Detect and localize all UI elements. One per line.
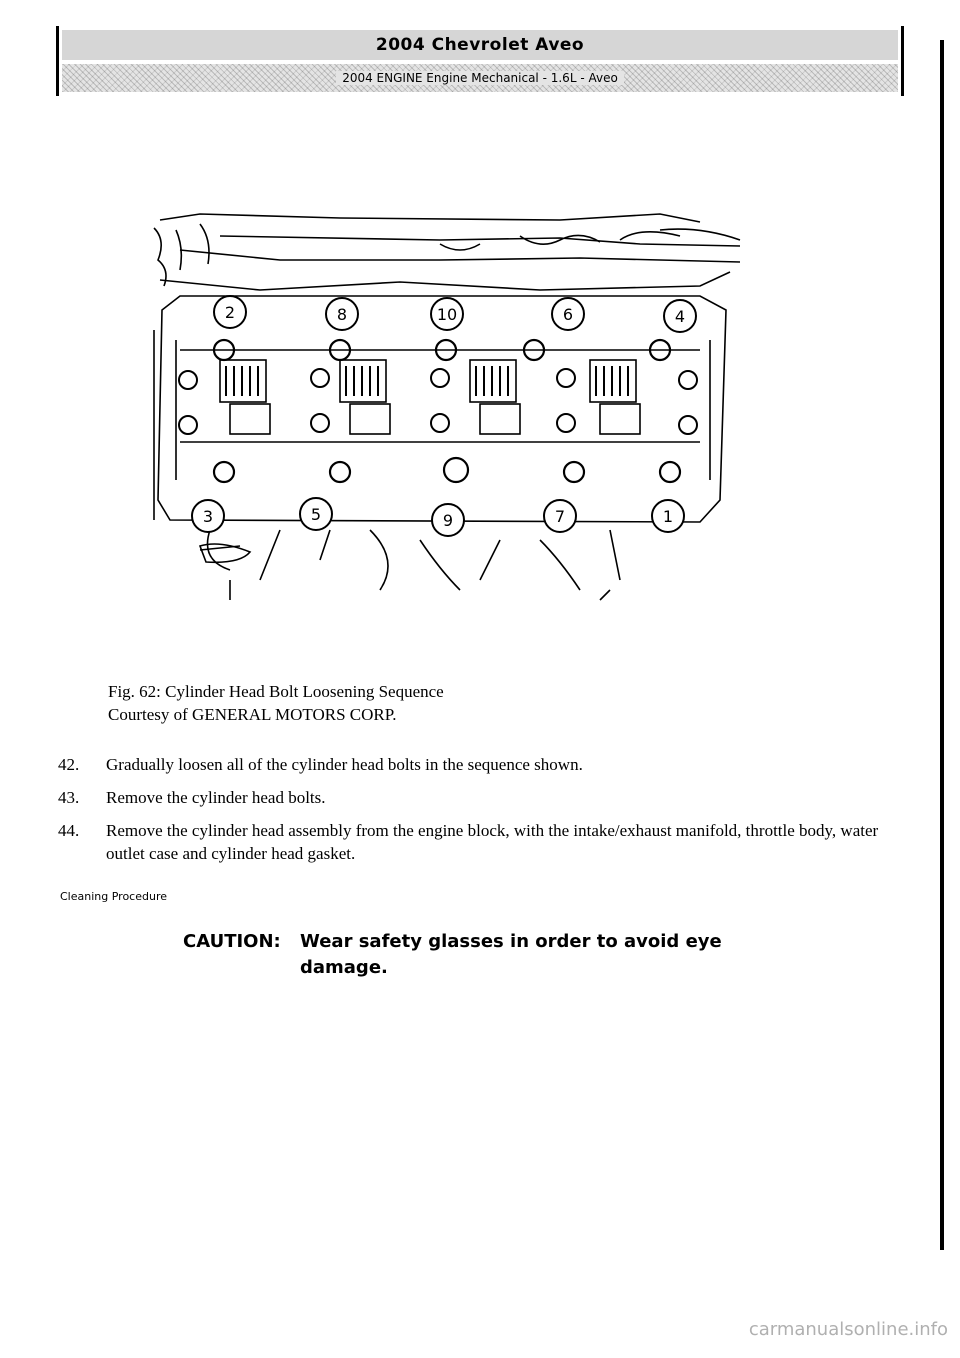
diagram-outline [160, 214, 740, 290]
procedure-step [58, 753, 898, 776]
header-left-rule [56, 26, 59, 96]
header-subtitle-band [62, 64, 898, 92]
caution-text: Wear safety glasses in order to avoid eye [300, 931, 722, 952]
step-text: Remove the cylinder head bolts. [106, 788, 326, 807]
procedure-step [58, 786, 898, 809]
procedure-step [58, 819, 898, 865]
caution-label: CAUTION: [183, 931, 281, 952]
caution-line-1 [183, 929, 783, 955]
callout-label: 2 [224, 303, 236, 322]
step-number: 42. [58, 755, 80, 774]
diagram-outline [226, 366, 628, 396]
page-header [56, 26, 904, 96]
caution-note [183, 929, 783, 981]
callout-label: 7 [554, 507, 566, 526]
callout-label: 6 [562, 305, 574, 324]
right-margin-rule [940, 40, 944, 1250]
step-number: 44. [58, 821, 80, 840]
watermark: carmanualsonline.info [748, 1319, 948, 1340]
callout-label: 3 [202, 507, 214, 526]
section-heading: Cleaning Procedure [60, 890, 167, 903]
diagram-outline [214, 340, 680, 482]
figure-caption-credit: Courtesy of GENERAL MOTORS CORP. [108, 705, 397, 724]
cylinder-head-diagram [140, 200, 760, 610]
callout-label: 9 [442, 511, 454, 530]
step-number: 43. [58, 788, 80, 807]
callout-label: 10 [436, 305, 458, 324]
figure-caption-title: Fig. 62: Cylinder Head Bolt Loosening Sequence [108, 682, 444, 701]
step-text: Remove the cylinder head assembly from the engine block, with the intake/exhaust manifold, throttle body, water outlet case and cylinder head gasket. [106, 821, 879, 863]
header-right-rule [901, 26, 904, 96]
document-title: 2004 Chevrolet Aveo [375, 35, 585, 55]
callout-label: 8 [336, 305, 348, 324]
caution-line-2: damage. [300, 957, 388, 978]
procedure-steps [58, 753, 898, 875]
callout-label: 4 [674, 307, 686, 326]
step-text: Gradually loosen all of the cylinder head bolts in the sequence shown. [106, 755, 583, 774]
diagram-outline [200, 530, 620, 600]
figure-caption [108, 680, 444, 726]
callout-label: 5 [310, 505, 322, 524]
diagram-outline [154, 224, 740, 286]
document-subtitle: 2004 ENGINE Engine Mechanical - 1.6L - Aveo [336, 71, 624, 85]
callout-label: 1 [662, 507, 674, 526]
diagram-outline [220, 360, 640, 434]
header-title-band [62, 30, 898, 60]
